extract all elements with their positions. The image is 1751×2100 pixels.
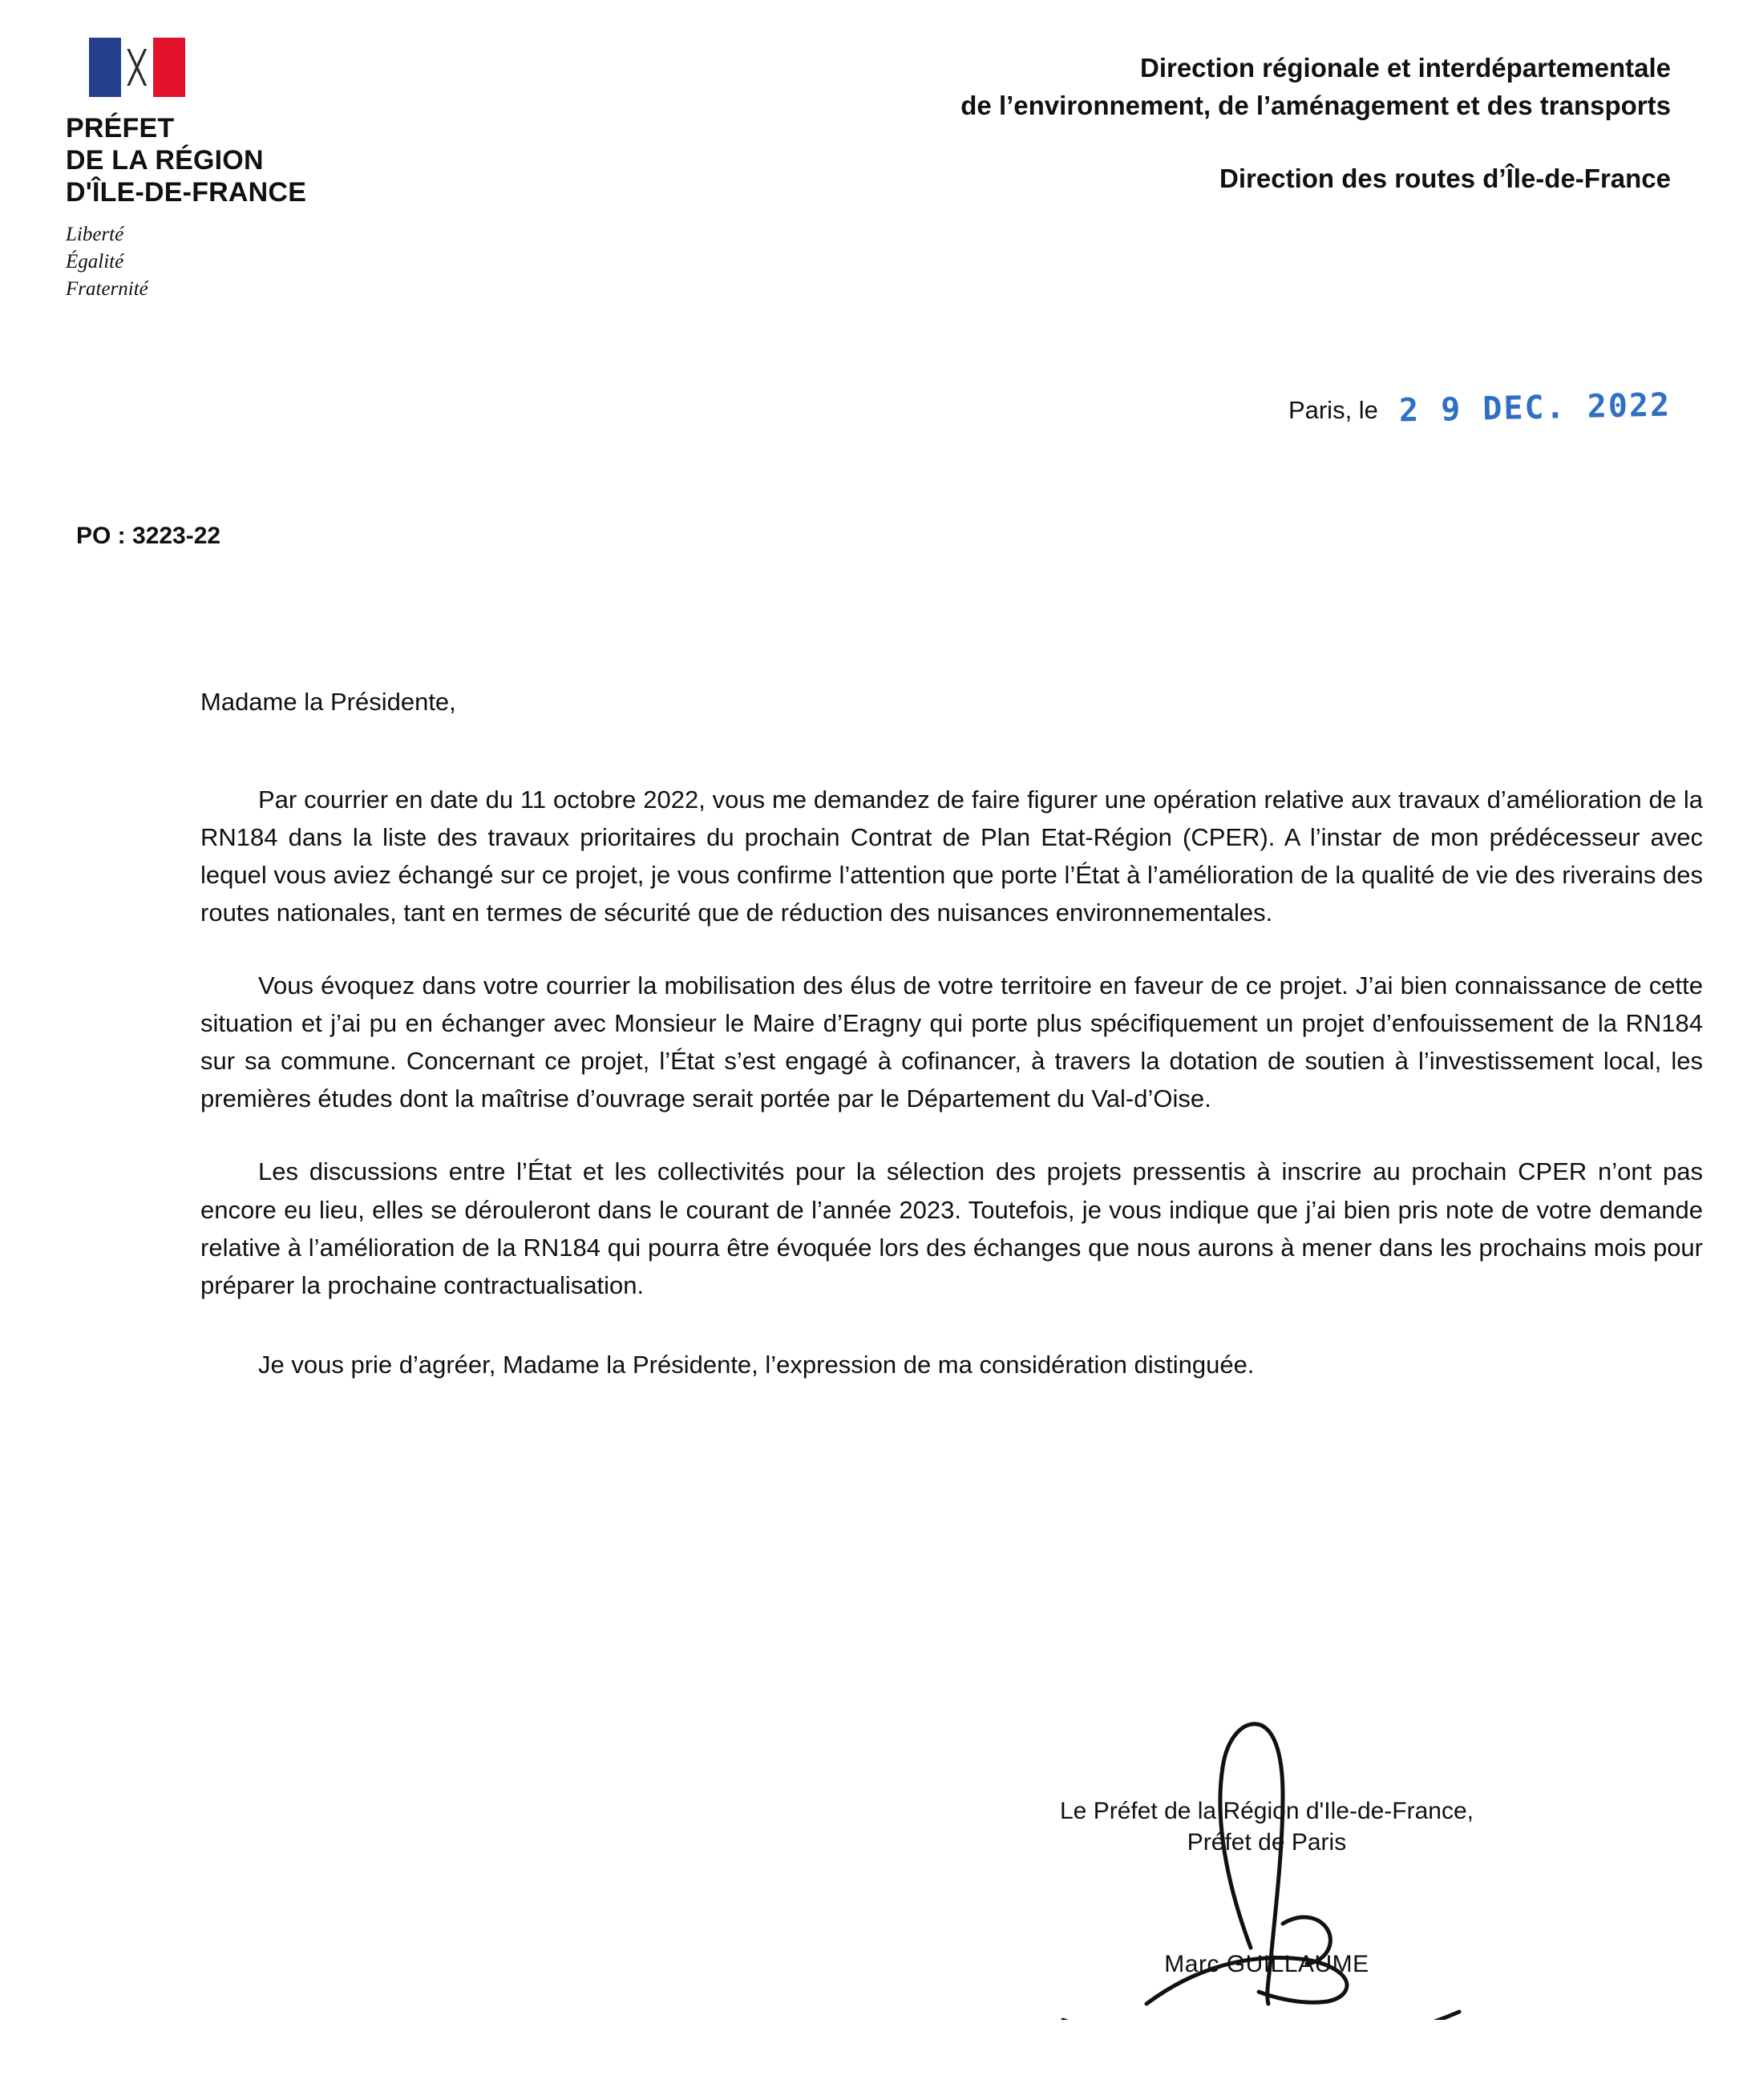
republic-identity-block: [48, 37, 410, 303]
letter-body: [0, 688, 1751, 1383]
salutation: Madame la Présidente,: [200, 687, 456, 716]
motto-line-2: Égalité: [66, 251, 124, 273]
flag-blue-band: [89, 38, 121, 97]
place-label: Paris, le: [1288, 395, 1378, 424]
motto-line-3: Fraternité: [66, 277, 148, 300]
direction-title-line-1: Direction régionale et interdépartementale: [1139, 53, 1671, 83]
paragraph-1: Par courrier en date du 11 octobre 2022, vous me demandez de faire figurer une opération relative aux travaux d’amélioration de la RN184 dans la liste des travaux prioritaires du prochain Contrat de Plan Etat-Région (CPER). A l’instar de mon prédécesseur avec lequel vous aviez échangé sur ce projet, je vous confirme l’attention que porte l’État à l’amélioration de la qualité de vie des riverains des routes nationales, tant en termes de sécurité que de réduction des nuisances environnementales.: [200, 785, 1703, 927]
signatory-name: Marc GUILLAUME: [1164, 1951, 1369, 1977]
french-flag-marianne-icon: [88, 37, 186, 98]
closing-paragraph: Je vous prie d’agréer, Madame la Présidente, l’expression de ma considération distinguée.: [258, 1350, 1255, 1379]
signatory-title-line-1: Le Préfet de la Région d'Ile-de-France,: [1059, 1798, 1474, 1824]
republic-motto: [66, 221, 410, 302]
document-header: [0, 0, 1751, 303]
institution-title-line-2: DE LA RÉGION: [66, 145, 264, 176]
date-line: [0, 386, 1751, 430]
institution-title: [66, 112, 410, 208]
signatory-title-line-2: Préfet de Paris: [1187, 1829, 1347, 1856]
motto-line-1: Liberté: [66, 224, 124, 246]
date-stamp: 2 9 DEC. 2022: [1398, 386, 1672, 430]
institution-title-line-1: PRÉFET: [66, 113, 175, 143]
direction-title-line-2: de l’environnement, de l’aménagement et des transports: [960, 90, 1671, 120]
institution-title-line-3: D'ÎLE-DE-FRANCE: [66, 177, 307, 208]
direction-header-block: [410, 37, 1703, 194]
signature-block: [946, 1795, 1587, 1978]
reference-number: PO : 3223-22: [76, 522, 221, 549]
paragraph-2: Vous évoquez dans votre courrier la mobilisation des élus de votre territoire en faveur de ce projet. J’ai bien connaissance de cette situation et j’ai pu en échanger avec Monsieur le Maire d’Eragny qui porte plus spécifiquement un projet d’enfouissement de la RN184 sur sa commune. Concernant ce projet, l’État s’est engagé à cofinancer, à travers la dotation de soutien à l’investissement local, les premières études dont la maîtrise d’ouvrage serait portée par le Département du Val-d’Oise.: [200, 971, 1703, 1113]
flag-red-band: [153, 38, 185, 97]
flag-white-band-marianne: [121, 38, 153, 97]
paragraph-3: Les discussions entre l’État et les collectivités pour la sélection des projets pressentis à inscrire au prochain CPER n’ont pas encore eu lieu, elles se dérouleront dans le courant de l’année 2023. Toutefois, je vous indique que j’ai bien pris note de votre demande relative à l’amélioration de la RN184 qui pourra être évoquée lors des échanges que nous aurons à mener dans les prochains mois pour préparer la prochaine contractualisation.: [200, 1157, 1703, 1299]
direction-subtitle: Direction des routes d’Île-de-France: [1219, 163, 1671, 193]
